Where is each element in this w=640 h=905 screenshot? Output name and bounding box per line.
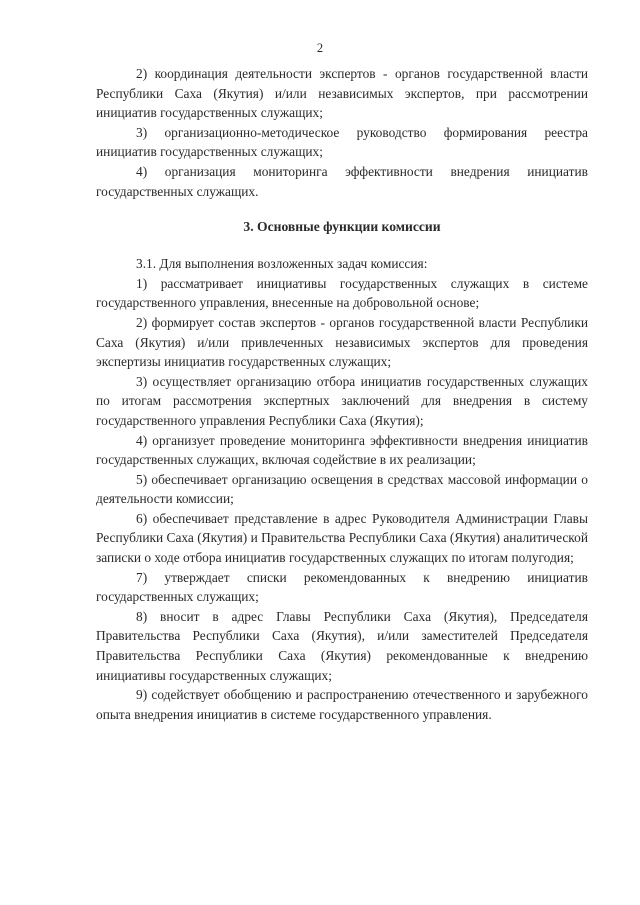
section-intro: 3.1. Для выполнения возложенных задач комиссия:: [136, 256, 428, 272]
section-heading: 3. Основные функции комиссии: [243, 219, 441, 235]
intro-item: 3) организационно-методическое руководство формирования реестра инициатив государственных служащих;: [96, 124, 588, 160]
function-item: 2) формирует состав экспертов - органов государственной власти Республики Саха (Якутия) и/или привлеченных независимых экспертов для проведения экспертизы инициатив государственных служащих;: [96, 314, 588, 370]
intro-item: 2) координация деятельности экспертов - органов государственной власти Республики Саха (Якутия) и/или независимых экспертов, при рассмотрении инициатив государственных служащих;: [96, 66, 588, 121]
function-item: 4) организует проведение мониторинга эффективности внедрения инициатив государственных служащих, включая содействие в их реализации;: [96, 432, 588, 468]
function-item: 6) обеспечивает представление в адрес Руководителя Администрации Главы Республики Саха (Якутия) и Правительства Республики Саха (Якутия) аналитической записки о ходе отбора инициатив государственных служащих по итогам полугодия;: [96, 510, 588, 566]
page-number: 2: [316, 41, 324, 55]
function-item: 1) рассматривает инициативы государственных служащих в системе государственного управления, внесенные на добровольной основе;: [96, 275, 588, 311]
function-item: 9) содействует обобщению и распространению отечественного и зарубежного опыта внедрения инициатив в системе государственного управления.: [96, 687, 588, 722]
document-body: [96, 64, 588, 724]
function-item: 5) обеспечивает организацию освещения в средствах массовой информации о деятельности комиссии;: [96, 471, 588, 507]
function-item: 8) вносит в адрес Главы Республики Саха (Якутия), Председателя Правительства Республики Саха (Якутия), и/или заместителей Председателя Правительства Республики Саха (Якутия) рекомендованные к внедрению инициативы государственных служащих;: [96, 608, 588, 683]
function-item: 3) осуществляет организацию отбора инициатив государственных служащих по итогам рассмотрения экспертных заключений для внедрения в систему государственного управления Республики Саха (Якутия);: [96, 373, 588, 428]
function-item: 7) утверждает списки рекомендованных к внедрению инициатив государственных служащих;: [96, 569, 588, 605]
intro-item: 4) организация мониторинга эффективности внедрения инициатив государственных служащих.: [96, 163, 588, 199]
